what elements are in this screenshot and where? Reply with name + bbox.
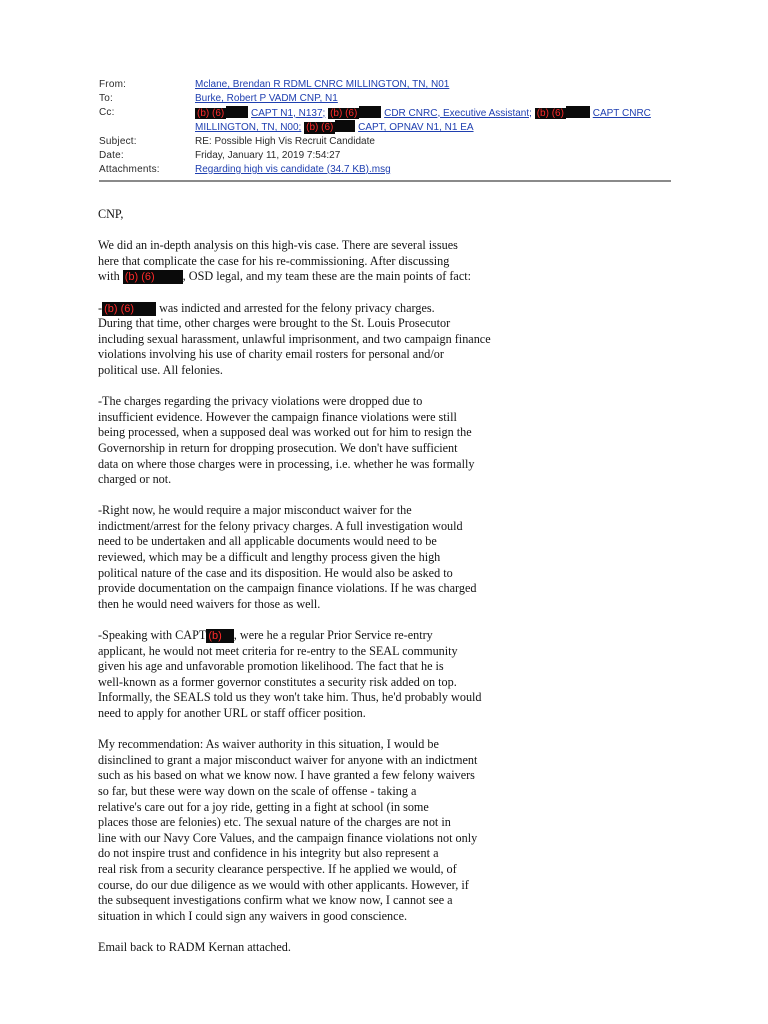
attachments-label: Attachments: (99, 163, 160, 175)
paragraph-recommendation (98, 737, 518, 924)
subject-row (99, 135, 671, 149)
body-line: insufficient evidence. However the campaign finance violations were still (98, 409, 457, 424)
body-line: need to be undertaken and all applicable documents would need to be (98, 534, 437, 549)
body-line: disinclined to grant a major misconduct waiver for anyone with an indictment (98, 752, 478, 767)
body-line: places those are felonies) etc. The sexual nature of the charges are not in (98, 815, 451, 830)
body-line: charged or not. (98, 472, 172, 487)
cc-link-3[interactable]: CAPT CNRC (592, 107, 651, 119)
body-line: here that complicate the case for his re-commissioning. After discussing (98, 253, 450, 268)
paragraph-charges (98, 394, 518, 488)
paragraph-intro (98, 238, 518, 285)
body-line: data on where those charges were in processing, i.e. whether he was formally (98, 456, 475, 471)
body-line: so far, but these were way down on the scale of offense - taking a (98, 783, 417, 798)
subject-value: RE: Possible High Vis Recruit Candidate (195, 136, 375, 148)
body-line: the subsequent investigations confirm what we know now, I cannot see a (98, 893, 453, 908)
body-line: reviewed, which may be a difficult and lengthy process given the high (98, 550, 441, 565)
redaction-box: (b) (6) (306, 122, 334, 134)
body-line: including sexual harassment, unlawful imprisonment, and two campaign finance (98, 331, 491, 346)
to-label: To: (99, 92, 113, 104)
body-line: such as his based on what we know now. I have granted a few felony waivers (98, 768, 475, 783)
body-line (98, 301, 518, 317)
body-line (98, 269, 518, 285)
body-line: political nature of the case and its disposition. He would also be asked to (98, 565, 453, 580)
subject-label: Subject: (99, 136, 137, 148)
body-line: given his age and unfavorable promotion likelihood. The fact that he is (98, 659, 444, 674)
cc-link-2[interactable]: CDR CNRC, Executive Assistant; (384, 107, 532, 119)
date-value: Friday, January 11, 2019 7:54:27 (195, 149, 341, 161)
body-line: applicant, he would not meet criteria for re-entry to the SEAL community (98, 643, 458, 658)
greeting-text: CNP, (98, 207, 124, 221)
redaction-box-extension (335, 120, 355, 132)
attachment-link[interactable]: Regarding high vis candidate (34.7 KB).msg (195, 163, 391, 175)
body-line: During that time, other charges were brought to the St. Louis Prosecutor (98, 316, 451, 331)
body-text: with (98, 269, 120, 284)
redaction-box-extension (359, 106, 381, 118)
cc-link-1[interactable]: CAPT N1, N137; (251, 107, 326, 119)
body-line: real risk from a security clearance perspective. If he applied we would, of (98, 861, 457, 876)
body-text: was indicted and arrested for the felony privacy charges. (159, 300, 435, 315)
body-text: , OSD legal, and my team these are the main points of fact: (182, 269, 472, 284)
body-line: then he would need waivers for those as well. (98, 596, 321, 611)
closing (98, 940, 518, 956)
body-line: course, do our due diligence as we would with other applicants. However, if (98, 877, 469, 892)
date-row (99, 149, 671, 163)
cc-line-1 (195, 106, 671, 121)
to-row (99, 92, 671, 106)
body-text: , were he a regular Prior Service re-entry (233, 628, 433, 643)
body-line: violations involving his use of charity email rosters for personal and/or (98, 347, 444, 362)
body-line: being processed, when a supposed deal was worked out for him to resign the (98, 425, 472, 440)
body-line: line with our Navy Core Values, and the campaign finance violations not only (98, 830, 478, 845)
attachments-row (99, 163, 671, 177)
body-line: relative's care out for a joy ride, getting in a fight at school (in some (98, 799, 429, 814)
cc-link-5[interactable]: CAPT, OPNAV N1, N1 EA (358, 122, 474, 134)
email-body (98, 207, 518, 971)
redaction-box: (b) (6) (197, 107, 225, 119)
body-line: Informally, the SEALS told us they won't take him. Thus, he'd probably would (98, 690, 482, 705)
body-text: -Speaking with CAPT (98, 628, 207, 643)
cc-row (99, 106, 671, 136)
body-line (98, 628, 518, 644)
greeting (98, 207, 518, 223)
body-line: -The charges regarding the privacy violations were dropped due to (98, 394, 423, 409)
cc-link-4[interactable]: MILLINGTON, TN, N00; (195, 122, 302, 134)
date-label: Date: (99, 149, 124, 161)
body-line: well-known as a former governor constitutes a security risk added on top. (98, 674, 457, 689)
redaction-box: (b) (6) (330, 107, 358, 119)
email-header (99, 78, 671, 177)
body-line: My recommendation: As waiver authority in this situation, I would be (98, 737, 439, 752)
redaction-box: (b) (206, 629, 233, 643)
from-row (99, 78, 671, 92)
cc-label: Cc: (99, 106, 115, 118)
body-line: political use. All felonies. (98, 362, 223, 377)
to-value-link[interactable]: Burke, Robert P VADM CNP, N1 (195, 92, 338, 104)
redaction-box: (b) (6) (536, 107, 564, 119)
paragraph-seal (98, 628, 518, 722)
body-line: need to apply for another URL or staff officer position. (98, 706, 366, 720)
body-line: We did an in-depth analysis on this high-vis case. There are several issues (98, 238, 458, 253)
paragraph-indictment (98, 301, 518, 379)
body-line: Governorship in return for dropping prosecution. We don't have sufficient (98, 440, 458, 455)
paragraph-waiver (98, 503, 518, 612)
body-line: -Right now, he would require a major misconduct waiver for the (98, 503, 412, 518)
closing-text: Email back to RADM Kernan attached. (98, 939, 291, 954)
body-text: - (98, 300, 103, 315)
cc-value (195, 106, 671, 136)
from-label: From: (99, 79, 127, 90)
body-line: situation in which I could sign any waivers in good conscience. (98, 908, 408, 923)
redaction-box: (b) (6) (123, 270, 183, 284)
body-line: do not inspire trust and confidence in his integrity but also represent a (98, 846, 439, 861)
cc-line-2 (195, 120, 671, 135)
redaction-box-extension (226, 106, 248, 118)
body-line: provide documentation on the campaign finance violations. If he was charged (98, 581, 477, 596)
body-line: indictment/arrest for the felony privacy charges. A full investigation would (98, 518, 463, 533)
header-divider (99, 180, 671, 182)
redaction-box-extension (566, 106, 590, 118)
from-value-link[interactable]: Mclane, Brendan R RDML CNRC MILLINGTON, TN, N01 (195, 79, 450, 90)
redaction-box: (b) (6) (102, 302, 156, 316)
